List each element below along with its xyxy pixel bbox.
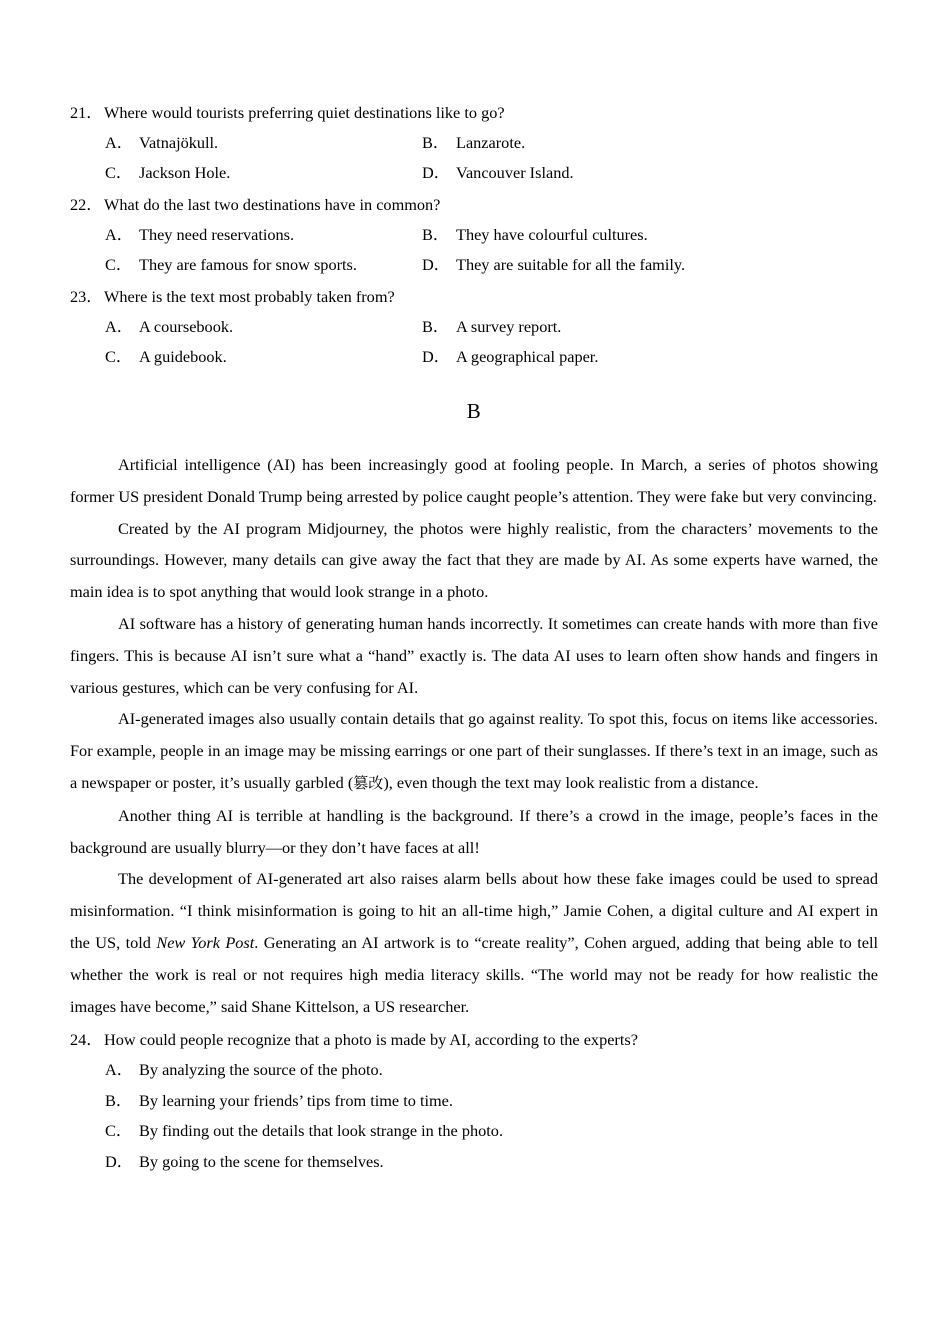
option-letter: B． [105, 1090, 133, 1110]
question-23-options-row-2 [70, 342, 878, 372]
question-21 [70, 98, 878, 188]
option-label: Vancouver Island. [456, 163, 574, 182]
option-letter: C． [105, 163, 133, 182]
question-24-options-row-3 [70, 1116, 878, 1147]
option-letter: A． [105, 317, 134, 336]
option-letter: D． [422, 347, 451, 366]
section-heading-b: B [466, 399, 482, 423]
option-letter: D． [422, 255, 451, 274]
question-22-option-b[interactable] [414, 220, 878, 250]
passage-paragraph-1: Artificial intelligence (AI) has been increasingly good at fooling people. In March, a series of photos showing former US president Donald Trump being arrested by police caught people’s attention. They were fake but very convincing. [70, 455, 878, 506]
question-24-options-row-4 [70, 1147, 878, 1178]
question-21-options-row-2 [70, 158, 878, 188]
passage-paragraph-2: Created by the AI program Midjourney, the photos were highly realistic, from the characters’ movements to the surroundings. However, many details can give away the fact that they are made by AI. As some experts have warned, the main idea is to spot anything that would look strange in a photo. [70, 518, 878, 602]
question-23-options-row-1 [70, 312, 878, 342]
question-23-text: Where is the text most probably taken from? [104, 287, 395, 306]
paragraph-4-text-a: AI-generated images also usually contain details that go against reality. To spot this, focus on items like accessories. For example, people in an image may be missing earrings or one part of their sunglasses. If there’s text in an image, such as a newspaper or poster, it’s usually garbled ( [70, 709, 878, 792]
passage-paragraph-6 [70, 863, 878, 1022]
option-label: They are suitable for all the family. [456, 255, 686, 274]
question-24-options-row-2 [70, 1086, 878, 1117]
publication-name-new-york-post: New York Post [156, 932, 255, 952]
option-letter: D． [105, 1151, 134, 1171]
option-label: A survey report. [456, 317, 562, 336]
question-24-option-a[interactable] [70, 1055, 878, 1086]
option-label: Lanzarote. [456, 133, 526, 152]
option-letter: B． [422, 133, 450, 152]
option-label: A geographical paper. [456, 347, 599, 366]
option-letter: B． [422, 317, 450, 336]
passage-paragraph-3: AI software has a history of generating human hands incorrectly. It sometimes can create hands with more than five fingers. This is because AI isn’t sure what a “hand” exactly is. The data AI uses to learn often show hands and fingers in various gestures, which can be very confusing for AI. [70, 613, 878, 697]
question-22-stem [70, 190, 878, 220]
question-22-text: What do the last two destinations have in common? [104, 195, 441, 214]
option-letter: C． [105, 1121, 133, 1141]
question-23-stem [70, 282, 878, 312]
question-24-option-d[interactable] [70, 1147, 878, 1178]
question-24-option-b[interactable] [70, 1086, 878, 1117]
option-letter: A． [105, 225, 134, 244]
option-letter: C． [105, 255, 133, 274]
question-21-option-a[interactable] [70, 128, 414, 158]
question-23-number: 23． [70, 287, 103, 306]
question-24-number: 24． [70, 1030, 103, 1050]
question-24-option-c[interactable] [70, 1116, 878, 1147]
question-22 [70, 190, 878, 280]
option-label: By finding out the details that look strange in the photo. [139, 1121, 504, 1141]
question-21-stem [70, 98, 878, 128]
question-23-option-a[interactable] [70, 312, 414, 342]
question-21-number: 21． [70, 103, 103, 122]
question-24 [70, 1025, 878, 1177]
question-24-stem [70, 1025, 878, 1055]
option-letter: B． [422, 225, 450, 244]
option-letter: D． [422, 163, 451, 182]
paragraph-6-text-b: . Generating an AI artwork is to “create reality”, Cohen argued, adding that being able to tell whether the work is real or not requires high media literacy skills. “The world may not be ready for how realistic the images have become,” said Shane Kittelson, a US researcher. [70, 932, 878, 1016]
option-letter: C． [105, 347, 133, 366]
option-label: Jackson Hole. [139, 163, 231, 182]
option-letter: A． [105, 1060, 134, 1080]
option-label: They need reservations. [139, 225, 295, 244]
question-23 [70, 282, 878, 372]
question-21-text: Where would tourists preferring quiet destinations like to go? [104, 103, 505, 122]
question-23-option-d[interactable] [414, 342, 878, 372]
question-24-text: How could people recognize that a photo is made by AI, according to the experts? [104, 1030, 638, 1050]
question-22-number: 22． [70, 195, 103, 214]
option-label: By analyzing the source of the photo. [139, 1060, 383, 1080]
question-23-option-c[interactable] [70, 342, 414, 372]
question-22-option-d[interactable] [414, 250, 878, 280]
option-label: They have colourful cultures. [456, 225, 648, 244]
question-22-options-row-1 [70, 220, 878, 250]
paragraph-4-chinese-gloss: 篡改 [353, 773, 384, 792]
question-22-option-c[interactable] [70, 250, 414, 280]
option-label: A guidebook. [139, 347, 227, 366]
question-23-option-b[interactable] [414, 312, 878, 342]
option-label: By learning your friends’ tips from time to time. [139, 1090, 453, 1110]
question-22-option-a[interactable] [70, 220, 414, 250]
question-21-option-d[interactable] [414, 158, 878, 188]
option-letter: A． [105, 133, 134, 152]
paragraph-6-text-a: The development of AI-generated art also raises alarm bells about how these fake images could be used to spread misinformation. “I think misinformation is going to hit an all-time high,” Jamie Cohen, a digital culture and AI expert in the US, told [70, 869, 878, 952]
option-label: By going to the scene for themselves. [139, 1151, 384, 1171]
question-22-options-row-2 [70, 250, 878, 280]
question-21-option-c[interactable] [70, 158, 414, 188]
question-24-options-row-1 [70, 1055, 878, 1086]
passage-paragraph-5: Another thing AI is terrible at handling is the background. If there’s a crowd in the image, people’s faces in the background are usually blurry—or they don’t have faces at all! [70, 805, 878, 857]
option-label: They are famous for snow sports. [139, 255, 357, 274]
paragraph-4-text-b: ), even though the text may look realistic from a distance. [383, 772, 759, 792]
passage-paragraph-4 [70, 703, 878, 799]
option-label: A coursebook. [139, 317, 234, 336]
question-21-option-b[interactable] [414, 128, 878, 158]
question-21-options-row-1 [70, 128, 878, 158]
option-label: Vatnajökull. [139, 133, 219, 152]
